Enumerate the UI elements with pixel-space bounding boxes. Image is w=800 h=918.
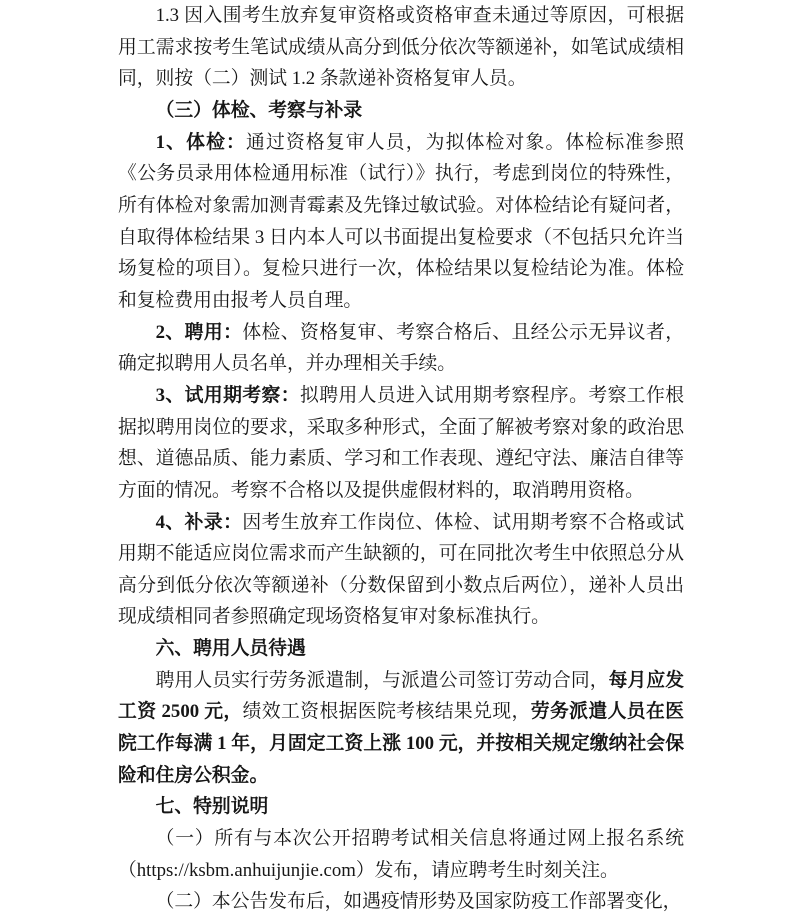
salary-emphasis-text: 每月应发工资 2500 元， — [118, 669, 684, 723]
body-text-with-url: （一）所有与本次公开招聘考试相关信息将通过网上报名系统（https://ksbm.anhuijunjie.com）发布，请应聘考生时刻关注。 — [118, 828, 684, 881]
paragraph-clause-1-3 — [118, 0, 684, 95]
paragraph-item-2-employment — [118, 317, 684, 380]
body-text: 聘用人员实行劳务派遣制，与派遣公司签订劳动合同， — [155, 669, 609, 691]
body-text: 体检、资格复审、考察合格后、且经公示无异议者，确定拟聘用人员名单，并办理相关手续。 — [118, 321, 685, 375]
paragraph-section-7-item-2 — [118, 886, 684, 918]
body-text: 绩效工资根据医院考核结果兑现， — [242, 701, 531, 723]
item-label-text: 3、试用期考察： — [155, 384, 300, 406]
paragraph-heading-section-6 — [118, 633, 684, 665]
item-label-text: 4、补录： — [155, 511, 243, 533]
paragraph-item-1-physical-exam — [118, 127, 684, 317]
body-text: 1.3 因入围考生放弃复审资格或资格审查未通过等原因，可根据用工需求按考生笔试成绩从高分到低分依次等额递补，如笔试成绩相同，则按（二）测试 1.2 条款递补资格复审人员。 — [118, 5, 684, 90]
paragraph-section-7-item-1 — [118, 823, 684, 886]
section-heading-text: （三）体检、考察与补录 — [155, 99, 363, 121]
body-text: 通过资格复审人员，为拟体检对象。体检标准参照《公务员录用体检通用标准（试行）》执行，考虑到岗位的特殊性，所有体检对象需加测青霉素及先锋过敏试验。对体检结论有疑问者，自取得体检结果 3 日内本人可以书面提出复检要求（不包括只允许当场复检的项目）。复检只进行一次，体检结果以复检结论为准。体检和复检费用由报考人员自理。 — [118, 131, 685, 311]
document-body — [118, 0, 684, 918]
paragraph-heading-section-3 — [118, 95, 684, 127]
body-text: （二）本公告发布后，如遇疫情形势及国家防疫工作部署变化， — [155, 891, 682, 913]
item-label-text: 2、聘用： — [155, 321, 243, 343]
body-text: 因考生放弃工作岗位、体检、试用期考察不合格或试用期不能适应岗位需求而产生缺额的，可在同批次考生中依照总分从高分到低分依次等额递补（分数保留到小数点后两位），递补人员出现成绩相同者参照确定现场资格复审对象标准执行。 — [118, 511, 685, 628]
benefits-emphasis-text: 劳务派遣人员在医院工作每满 1 年，月固定工资上涨 100 元，并按相关规定缴纳社会保险和住房公积金。 — [118, 701, 685, 786]
item-label-text: 1、体检： — [155, 131, 247, 153]
paragraph-item-3-probation-review — [118, 380, 684, 507]
paragraph-heading-section-7 — [118, 791, 684, 823]
paragraph-section-6-body — [118, 665, 684, 792]
paragraph-item-4-supplementary-recruitment — [118, 507, 684, 634]
section-heading-text: 六、聘用人员待遇 — [155, 638, 306, 660]
body-text: 拟聘用人员进入试用期考察程序。考察工作根据拟聘用岗位的要求，采取多种形式，全面了解被考察对象的政治思想、道德品质、能力素质、学习和工作表现、遵纪守法、廉洁自律等方面的情况。考察不合格以及提供虚假材料的，取消聘用资格。 — [118, 384, 685, 501]
section-heading-text: 七、特别说明 — [155, 796, 269, 818]
